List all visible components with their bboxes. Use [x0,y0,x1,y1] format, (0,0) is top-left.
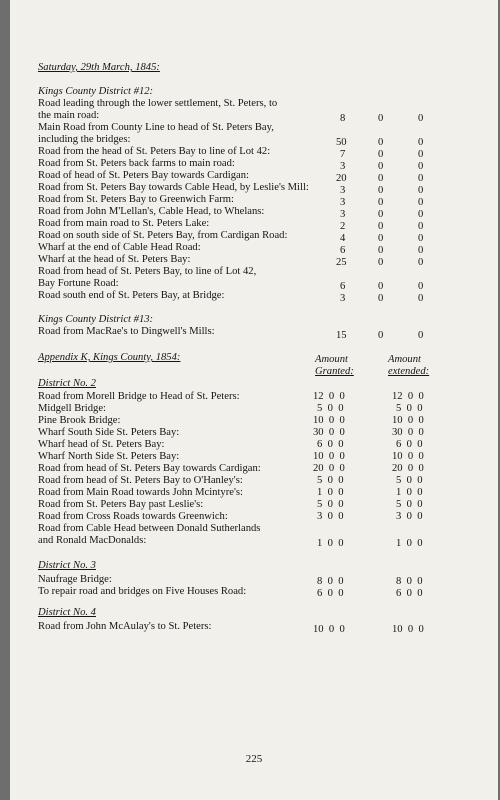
amount-shillings: 0 [378,197,384,208]
amount-extended: 1 0 0 [396,538,423,549]
entry-line: Road from St. Peters Bay past Leslie's: [38,499,204,510]
amount-granted: 5 0 0 [317,499,344,510]
amount-pence: 0 [418,185,424,196]
amount-pence: 0 [418,209,424,220]
entry-line: Road from St. Peters Bay to Greenwich Farm: [38,194,234,205]
entry-line: the main road: [38,110,100,121]
entry-line: Road from John McAulay's to St. Peters: [38,621,212,632]
amount-pounds: 50 [336,137,347,148]
amount-shillings: 0 [378,185,384,196]
amount-granted: 10 0 0 [313,451,345,462]
amount-pence: 0 [418,221,424,232]
entry-line: Road from the head of St. Peters Bay to line of Lot 42: [38,146,271,157]
amount-granted: 10 0 0 [313,415,345,426]
entry-line: Naufrage Bridge: [38,574,112,585]
amount-pounds: 3 [340,293,346,304]
amount-pounds: 3 [340,197,346,208]
amount-pence: 0 [418,137,424,148]
amount-extended: 6 0 0 [396,439,423,450]
entry-line: and Ronald MacDonalds: [38,535,147,546]
amount-pounds: 7 [340,149,346,160]
amount-pence: 0 [418,330,424,341]
entry-line: including the bridges: [38,134,131,145]
entry-line: Road from John M'Lellan's, Cable Head, to Whelans: [38,206,265,217]
amount-pence: 0 [418,281,424,292]
amount-shillings: 0 [378,281,384,292]
amount-pence: 0 [418,245,424,256]
amount-granted: 6 0 0 [317,588,344,599]
col-extended-header-2: extended: [388,366,430,377]
amount-granted: 5 0 0 [317,403,344,414]
col-extended-header-1: Amount [388,354,421,365]
amount-granted: 8 0 0 [317,576,344,587]
amount-pounds: 3 [340,185,346,196]
entry-line: Road from head of St. Peters Bay, to line of Lot 42, [38,266,257,277]
district-12-heading: Kings County District #12: [38,86,154,97]
amount-granted: 6 0 0 [317,439,344,450]
amount-pounds: 6 [340,245,346,256]
entry-line: Wharf at the head of St. Peters Bay: [38,254,191,265]
amount-pounds: 20 [336,173,347,184]
amount-extended: 30 0 0 [392,427,424,438]
amount-shillings: 0 [378,233,384,244]
amount-pounds: 15 [336,330,347,341]
entry-line: Road from MacRae's to Dingwell's Mills: [38,326,215,337]
amount-extended: 20 0 0 [392,463,424,474]
entry-line: Road leading through the lower settlement, St. Peters, to [38,98,278,109]
amount-extended: 1 0 0 [396,487,423,498]
entry-line: Wharf South Side St. Peters Bay: [38,427,180,438]
entry-line: Road from Morell Bridge to Head of St. Peters: [38,391,240,402]
amount-extended: 5 0 0 [396,499,423,510]
entry-line: Bay Fortune Road: [38,278,119,289]
entry-line: Road from main road to St. Peters Lake: [38,218,210,229]
amount-shillings: 0 [378,293,384,304]
amount-shillings: 0 [378,330,384,341]
amount-granted: 3 0 0 [317,511,344,522]
entry-line: Wharf at the end of Cable Head Road: [38,242,201,253]
entry-line: Road south end of St. Peters Bay, at Bridge: [38,290,225,301]
amount-pence: 0 [418,161,424,172]
amount-pence: 0 [418,113,424,124]
amount-extended: 10 0 0 [392,415,424,426]
entry-line: Road from St. Peters Bay towards Cable Head, by Leslie's Mill: [38,182,309,193]
amount-granted: 10 0 0 [313,624,345,635]
amount-granted: 1 0 0 [317,487,344,498]
amount-extended: 3 0 0 [396,511,423,522]
district-2-heading: District No. 2 [38,378,96,389]
amount-pounds: 25 [336,257,347,268]
amount-shillings: 0 [378,161,384,172]
amount-pounds: 2 [340,221,346,232]
entry-line: Midgell Bridge: [38,403,106,414]
amount-shillings: 0 [378,209,384,220]
entry-line: Road from Cross Roads towards Greenwich: [38,511,228,522]
entry-line: Wharf North Side St. Peters Bay: [38,451,180,462]
col-granted-header-1: Amount [315,354,348,365]
amount-extended: 5 0 0 [396,403,423,414]
amount-pounds: 3 [340,161,346,172]
amount-pence: 0 [418,257,424,268]
amount-shillings: 0 [378,113,384,124]
amount-shillings: 0 [378,245,384,256]
amount-extended: 12 0 0 [392,391,424,402]
amount-extended: 10 0 0 [392,624,424,635]
amount-pence: 0 [418,149,424,160]
document-page [10,0,498,800]
entry-line: Road from Main Road towards John Mcintyre's: [38,487,243,498]
amount-granted: 12 0 0 [313,391,345,402]
amount-pence: 0 [418,173,424,184]
district-13-heading: Kings County District #13: [38,314,154,325]
amount-shillings: 0 [378,257,384,268]
amount-shillings: 0 [378,221,384,232]
entry-line: Road on south side of St. Peters Bay, from Cardigan Road: [38,230,288,241]
amount-pence: 0 [418,293,424,304]
entry-line: Main Road from County Line to head of St. Peters Bay, [38,122,274,133]
entry-line: Road from head of St. Peters Bay towards Cardigan: [38,463,261,474]
amount-extended: 5 0 0 [396,475,423,486]
amount-pence: 0 [418,197,424,208]
amount-shillings: 0 [378,149,384,160]
amount-shillings: 0 [378,137,384,148]
amount-pence: 0 [418,233,424,244]
entry-line: Pine Brook Bridge: [38,415,121,426]
entry-line: To repair road and bridges on Five Houses Road: [38,586,247,597]
entry-line: Road from St. Peters back farms to main road: [38,158,235,169]
entry-line: Road of head of St. Peters Bay towards Cardigan: [38,170,249,181]
amount-granted: 1 0 0 [317,538,344,549]
amount-granted: 5 0 0 [317,475,344,486]
amount-extended: 8 0 0 [396,576,423,587]
section-date-heading: Saturday, 29th March, 1845: [38,62,160,73]
amount-pounds: 3 [340,209,346,220]
col-granted-header-2: Granted: [315,366,354,377]
entry-line: Wharf head of St. Peters Bay: [38,439,165,450]
amount-granted: 30 0 0 [313,427,345,438]
amount-pounds: 8 [340,113,346,124]
appendix-heading: Appendix K, Kings County, 1854: [38,352,181,363]
district-3-heading: District No. 3 [38,560,96,571]
page-number: 225 [245,753,263,765]
amount-extended: 10 0 0 [392,451,424,462]
district-4-heading: District No. 4 [38,607,96,618]
entry-line: Road from head of St. Peters Bay to O'Hanley's: [38,475,243,486]
amount-shillings: 0 [378,173,384,184]
amount-extended: 6 0 0 [396,588,423,599]
entry-line: Road from Cable Head between Donald Sutherlands [38,523,261,534]
amount-granted: 20 0 0 [313,463,345,474]
amount-pounds: 6 [340,281,346,292]
amount-pounds: 4 [340,233,346,244]
